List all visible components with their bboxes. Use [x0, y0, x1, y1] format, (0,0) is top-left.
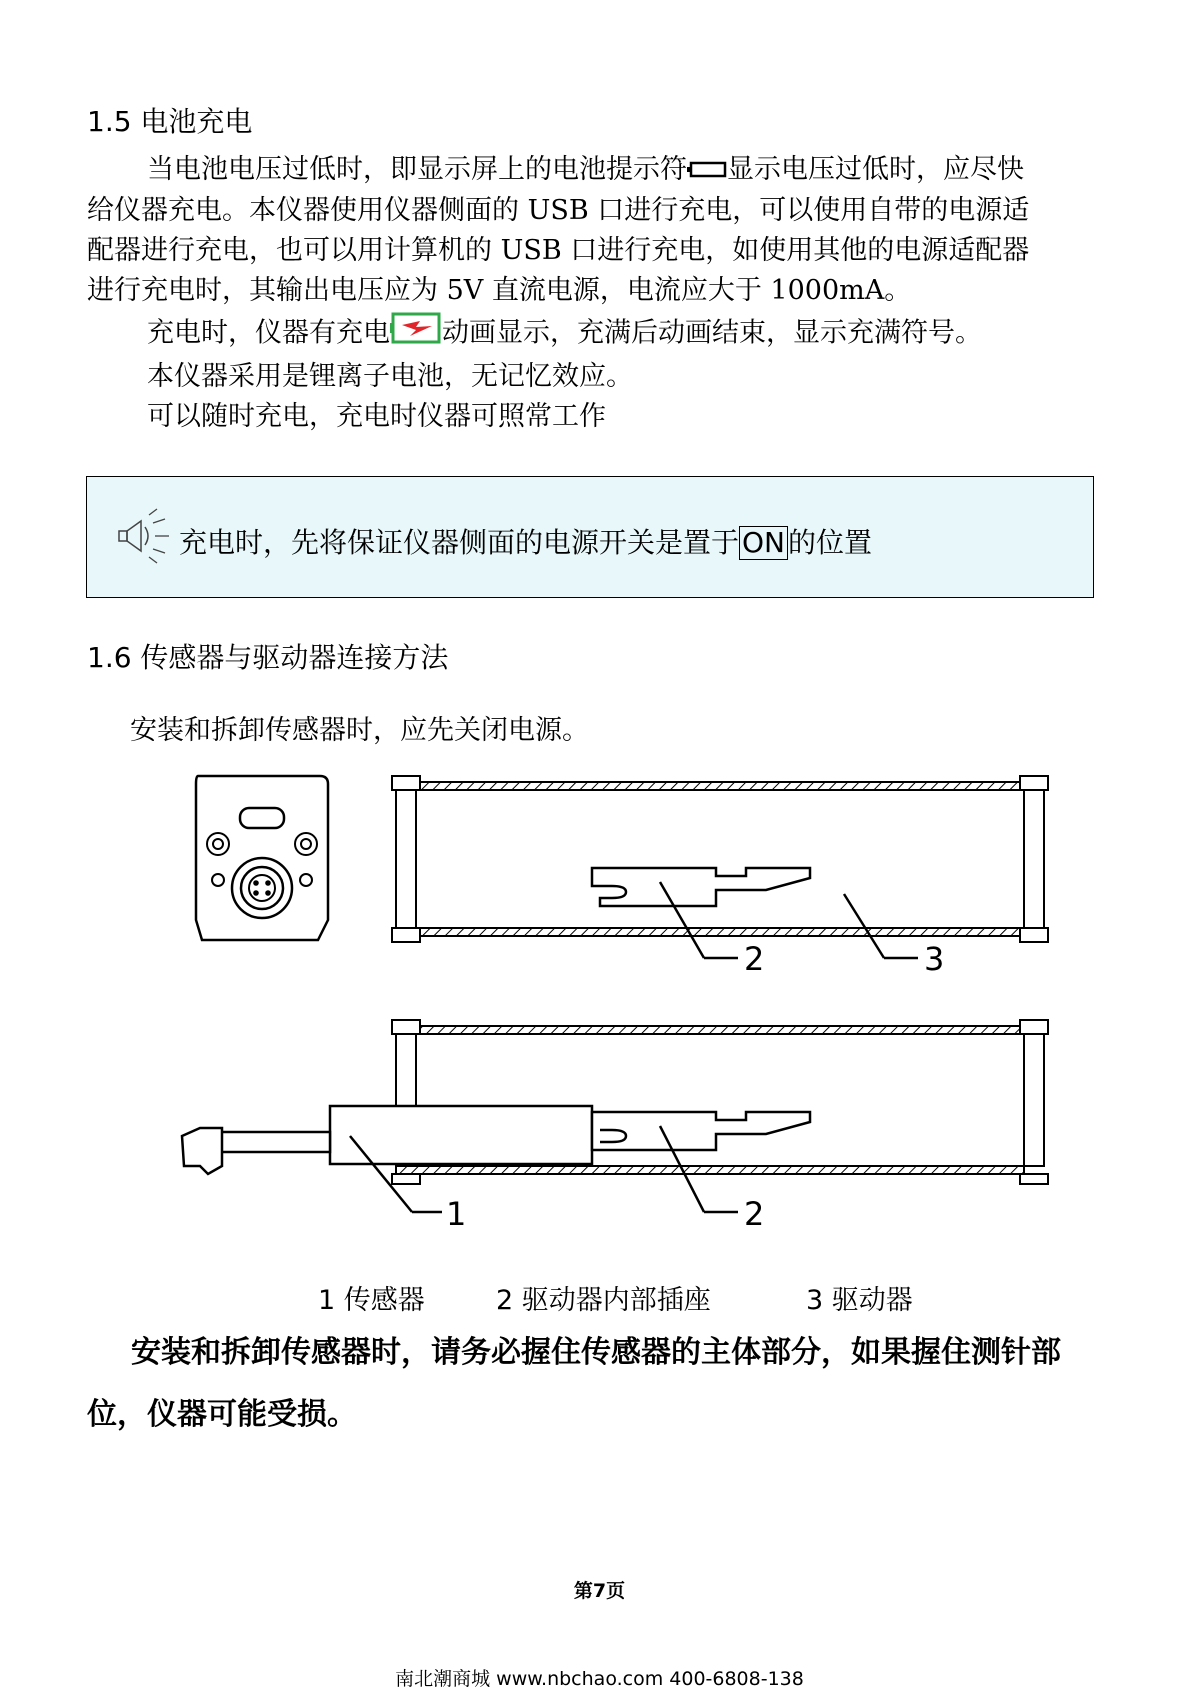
para1-line4: 进行充电时，其输出电压应为 5V 直流电源，电流应大于 1000mA。	[87, 274, 912, 306]
section-1-6-heading: 1.6 传感器与驱动器连接方法	[87, 641, 449, 674]
battery-low-icon	[687, 151, 727, 191]
drive-housing-top	[392, 776, 1048, 942]
section-1-6-intro: 安装和拆卸传感器时，应先关闭电源。	[130, 715, 589, 746]
para1-line1	[87, 150, 1127, 191]
section-1-5-body	[87, 150, 1127, 437]
sensor	[182, 1106, 810, 1174]
instrument-front-panel	[196, 776, 328, 940]
warning-paragraph	[87, 1322, 1137, 1446]
label-bottom-2: 2	[744, 1195, 765, 1233]
on-label: ON	[739, 526, 788, 560]
para1-line1-a: 当电池电压过低时，即显示屏上的电池提示符	[147, 154, 687, 185]
label-top-3: 3	[924, 940, 945, 978]
legend-item-2: 2 驱动器内部插座	[496, 1285, 711, 1316]
para2-a: 充电时，仪器有充电	[147, 317, 390, 348]
footer: 南北潮商城 www.nbchao.com 400-6808-138	[395, 1668, 804, 1690]
note-text-a: 充电时，先将保证仪器侧面的电源开关是置于	[179, 526, 740, 559]
page-number: 第7页	[573, 1580, 626, 1602]
para1-line2: 给仪器充电。本仪器使用仪器侧面的 USB 口进行充电，可以使用自带的电源适	[87, 194, 1030, 226]
connection-diagram	[0, 760, 1199, 1230]
para4: 可以随时充电，充电时仪器可照常工作	[147, 400, 606, 432]
para3: 本仪器采用是锂离子电池，无记忆效应。	[147, 360, 633, 392]
legend-item-3: 3 驱动器	[806, 1285, 913, 1316]
para2-b: 动画显示，充满后动画结束，显示充满符号。	[442, 317, 982, 348]
label-top-2: 2	[744, 940, 765, 978]
charging-icon	[390, 311, 442, 357]
warning-line-1: 安装和拆卸传感器时，请务必握住传感器的主体部分，如果握住测针部	[131, 1335, 1061, 1370]
note-text-b: 的位置	[788, 526, 873, 559]
legend-item-1: 1 传感器	[318, 1285, 425, 1316]
para1-line3: 配器进行充电，也可以用计算机的 USB 口进行充电，如使用其他的电源适配器	[87, 234, 1030, 266]
section-1-5-heading: 1.5 电池充电	[87, 105, 253, 138]
speaker-icon	[117, 505, 173, 569]
note-box	[86, 476, 1094, 598]
para2	[87, 311, 1127, 357]
label-bottom-1: 1	[446, 1195, 467, 1233]
note-text	[179, 521, 872, 561]
warning-line-2: 位，仪器可能受损。	[87, 1397, 357, 1432]
para1-line1-b: 显示电压过低时，应尽快	[727, 154, 1024, 185]
